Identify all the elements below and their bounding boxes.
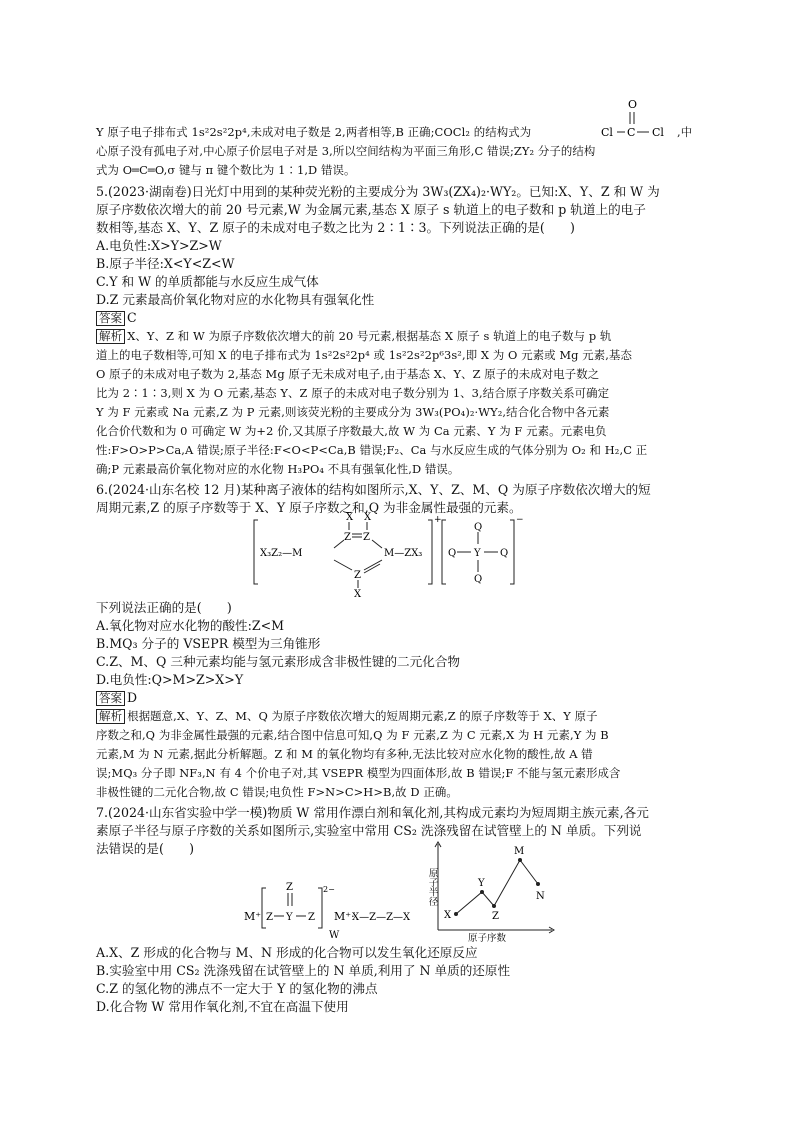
radius-chart (420, 838, 560, 946)
q5-stem-line-2: 原子序数依次增大的前 20 号元素,W 为金属元素,基态 X 原子 s 轨道上的电子数和 p 轨道上的电子 (96, 202, 646, 217)
data-label-y: Y (478, 878, 485, 889)
q6-analysis-line-3: 元素,M 为 N 元素,据此分析解题。Z 和 M 的氧化物均有多种,无法比较对应水化物的酸性,故 A 错 (96, 747, 593, 761)
anion-q-bottom: Q (474, 574, 483, 585)
x-axis-label: 原子序数 (468, 933, 507, 944)
q6-option-b: B.MQ₃ 分子的 VSEPR 模型为三角锥形 (96, 636, 321, 651)
q5-stem-line-1: 5.(2023·湖南卷)日光灯中用到的某种荧光粉的主要成分为 3W₃(ZX₄)₂·WY₂。已知:X、Y、Z 和 W 为 (96, 184, 660, 199)
q7-option-b: B.实验室中用 CS₂ 洗涤残留在试管壁上的 N 单质,利用了 N 单质的还原性 (96, 963, 511, 978)
w-z-top: Z (286, 882, 293, 893)
q6-analysis-line-4: 误;MQ₃ 分子即 NF₃,N 有 4 个价电子对,其 VSEPR 模型为四面体形,故 B 错误;F 不能与氢元素形成含 (96, 766, 621, 780)
answer-tag: 答案 (96, 691, 125, 706)
w-m-plus: M⁺ (244, 910, 262, 923)
w-charge: 2− (323, 885, 335, 894)
anion-q-left: Q (448, 548, 457, 559)
series-points (444, 846, 545, 922)
q6-stem-line-1: 6.(2024·山东名校 12 月)某种离子液体的结构如图所示,X、Y、Z、M、Q 为原子序数依次增大的短 (96, 482, 651, 497)
q6-analysis-line-2: 序数之和,Q 为非金属性最强的元素,结合图中信息可知,Q 为 F 元素,Z 为 C 元素,X 为 H 元素,Y 为 B (96, 728, 609, 742)
y-axis-label: 原子半径 (426, 868, 438, 906)
cation-right-group: M—ZX₃ (384, 548, 423, 559)
anion-q-right: Q (500, 548, 509, 559)
analysis-tag: 解析 (96, 329, 125, 344)
q6-prompt: 下列说法正确的是( ) (96, 600, 232, 615)
q6-option-c: C.Z、M、Q 三种元素均能与氢元素形成含非极性键的二元化合物 (96, 654, 461, 669)
answer-tag: 答案 (96, 311, 125, 326)
q5-analysis-line-1 (96, 328, 611, 345)
ionic-liquid-structure (250, 508, 530, 598)
cocl2-cl-right: Cl (652, 126, 664, 139)
q5-analysis-line-6: 化合价代数和为 0 可确定 W 为+2 价,又其原子序数最大,故 W 为 Ca 元素、Y 为 F 元素。元素电负 (96, 424, 607, 438)
prev-explanation-text: Y 原子电子排布式 1s²2s²2p⁴,未成对电子数是 2,两者相等,B 正确;COCl₂ 的结构式为 (96, 125, 532, 139)
data-point-x (454, 912, 458, 916)
ring-bottom-x: X (354, 589, 362, 598)
cation-bracket-left (254, 520, 258, 584)
ring-z-left: Z (344, 532, 351, 543)
w-z-right: Z (308, 912, 315, 923)
ring-bond (334, 540, 344, 548)
q6-option-a: A.氧化物对应水化物的酸性:Z<M (96, 618, 285, 633)
q5-option-d: D.Z 元素最高价氧化物对应的水化物具有强氧化性 (96, 292, 375, 307)
prev-explanation-tail: ,中 (677, 125, 693, 139)
data-point-n (536, 882, 540, 886)
data-point-z (492, 904, 496, 908)
q5-analysis-line-2: 道上的电子数相等,可知 X 的电子排布式为 1s²2s²2p⁴ 或 1s²2s²2p⁶3s²,即 X 为 O 元素或 Mg 元素,基态 (96, 348, 632, 362)
w-bracket-right (318, 888, 322, 928)
prev-explanation-line-1 (96, 124, 531, 141)
prev-explanation-line-2: 心原子没有孤电子对,中心原子价层电子对是 3,所以空间结构为平面三角形,C 错误;ZY₂ 分子的结构 (96, 144, 596, 158)
w-xzzx-chain: X—Z—Z—X (352, 912, 411, 923)
anion-bracket-right (510, 520, 514, 584)
q7-option-c: C.Z 的氢化物的沸点不一定大于 Y 的氢化物的沸点 (96, 981, 378, 996)
q5-analysis-line-3: O 原子的未成对电子数为 2,基态 Mg 原子无未成对电子,由于基态 X、Y、Z 原子的未成对电子数之 (96, 367, 600, 381)
q5-analysis-line-8: 确;P 元素最高价氧化物对应的水化物 H₃PO₄ 不具有强氧化性,D 错误。 (96, 462, 460, 476)
w-z-left: Z (266, 912, 273, 923)
q5-stem-line-3: 数相等,基态 X、Y、Z 原子的未成对电子数之比为 2∶1∶3。下列说法正确的是( ) (96, 220, 575, 235)
q5-option-a: A.电负性:X>Y>Z>W (96, 238, 222, 253)
prev-explanation-line-3: 式为 O═C═O,σ 键与 π 键个数比为 1∶1,D 错误。 (96, 163, 356, 177)
ring-top-x-left: X (346, 512, 354, 523)
anion-q-top: Q (474, 522, 483, 533)
data-label-z: Z (492, 911, 499, 922)
answer-value: D (127, 690, 138, 705)
anion-y-center: Y (474, 548, 481, 559)
cation-left-group: X₃Z₂—M (260, 548, 303, 559)
ring-z-bottom: Z (354, 570, 361, 581)
q7-stem-line-1: 7.(2024·山东省实验中学一模)物质 W 常用作漂白剂和氧化剂,其构成元素均为短周期主族元素,各元 (96, 805, 649, 820)
q6-analysis-line-1 (96, 708, 598, 725)
q6-option-d: D.电负性:Q>M>Z>X>Y (96, 672, 244, 687)
cocl2-cl-left: Cl (601, 126, 613, 139)
data-point-m (518, 858, 522, 862)
prev-explanation-line-1-end (677, 124, 692, 141)
data-label-x: X (444, 910, 452, 921)
w-label: W (329, 930, 340, 940)
q5-option-c: C.Y 和 W 的单质都能与水反应生成气体 (96, 274, 319, 289)
q6-analysis-line-5: 非极性键的二元化合物,故 C 错误;电负性 F>N>C>H>B,故 D 正确。 (96, 785, 458, 799)
series-line (456, 860, 538, 914)
w-y-center: Y (286, 912, 293, 923)
data-label-n: N (536, 891, 545, 902)
q7-option-d: D.化合物 W 常用作氧化剂,不宜在高温下使用 (96, 999, 349, 1014)
q5-analysis-line-4: 比为 2∶1∶3,则 X 为 O 元素,基态 Y、Z 原子的未成对电子数分别为 1、3,结合原子序数关系可确定 (96, 386, 610, 400)
q7-stem-line-3: 法错误的是( ) (96, 841, 194, 856)
q5-answer (96, 309, 137, 326)
cation-charge: + (434, 515, 442, 525)
q7-stem-line-2: 素原子半径与原子序数的关系如图所示,实验室中常用 CS₂ 洗涤残留在试管壁上的 N 单质。下列说 (96, 823, 642, 838)
data-point-y (480, 890, 484, 894)
answer-value: C (127, 310, 137, 325)
q5-option-b: B.原子半径:X<Y<Z<W (96, 256, 235, 271)
ring-top-x-right: X (364, 512, 372, 523)
analysis-text: 根据题意,X、Y、Z、M、Q 为原子序数依次增大的短周期元素,Z 的原子序数等于 X、Y 原子 (127, 709, 598, 723)
ring-bond (334, 560, 352, 570)
anion-charge: − (516, 515, 524, 525)
cation-bracket-right (428, 520, 432, 584)
data-label-m: M (514, 846, 525, 857)
cocl2-oxygen: O (628, 98, 638, 111)
ring-bond (372, 540, 382, 548)
anion-bracket-left (442, 520, 446, 584)
q5-analysis-line-7: 性:F>O>P>Ca,A 错误;原子半径:F<O<P<Ca,B 错误;F₂、Ca 与水反应生成的气体分别为 O₂ 和 H₂,C 正 (96, 443, 648, 457)
cocl2-carbon: C (627, 126, 636, 139)
q7-option-a: A.X、Z 形成的化合物与 M、N 形成的化合物可以发生氧化还原反应 (96, 945, 478, 960)
w-m-radical: M⁺· (334, 910, 355, 923)
analysis-tag: 解析 (96, 709, 125, 724)
q6-answer (96, 689, 137, 706)
q5-analysis-line-5: Y 为 F 元素或 Na 元素,Z 为 P 元素,则该荧光粉的主要成分为 3W₃(PO₄)₂·WY₂,结合化合物中各元素 (96, 405, 610, 419)
q6-stem-line-2: 周期元素,Z 的原子序数等于 X、Y 原子序数之和,Q 为非金属性最强的元素。 (96, 500, 522, 515)
compound-w-structure (244, 880, 424, 940)
ring-z-right: Z (363, 532, 370, 543)
analysis-text: X、Y、Z 和 W 为原子序数依次增大的前 20 号元素,根据基态 X 原子 s 轨道上的电子数与 p 轨 (127, 329, 612, 343)
